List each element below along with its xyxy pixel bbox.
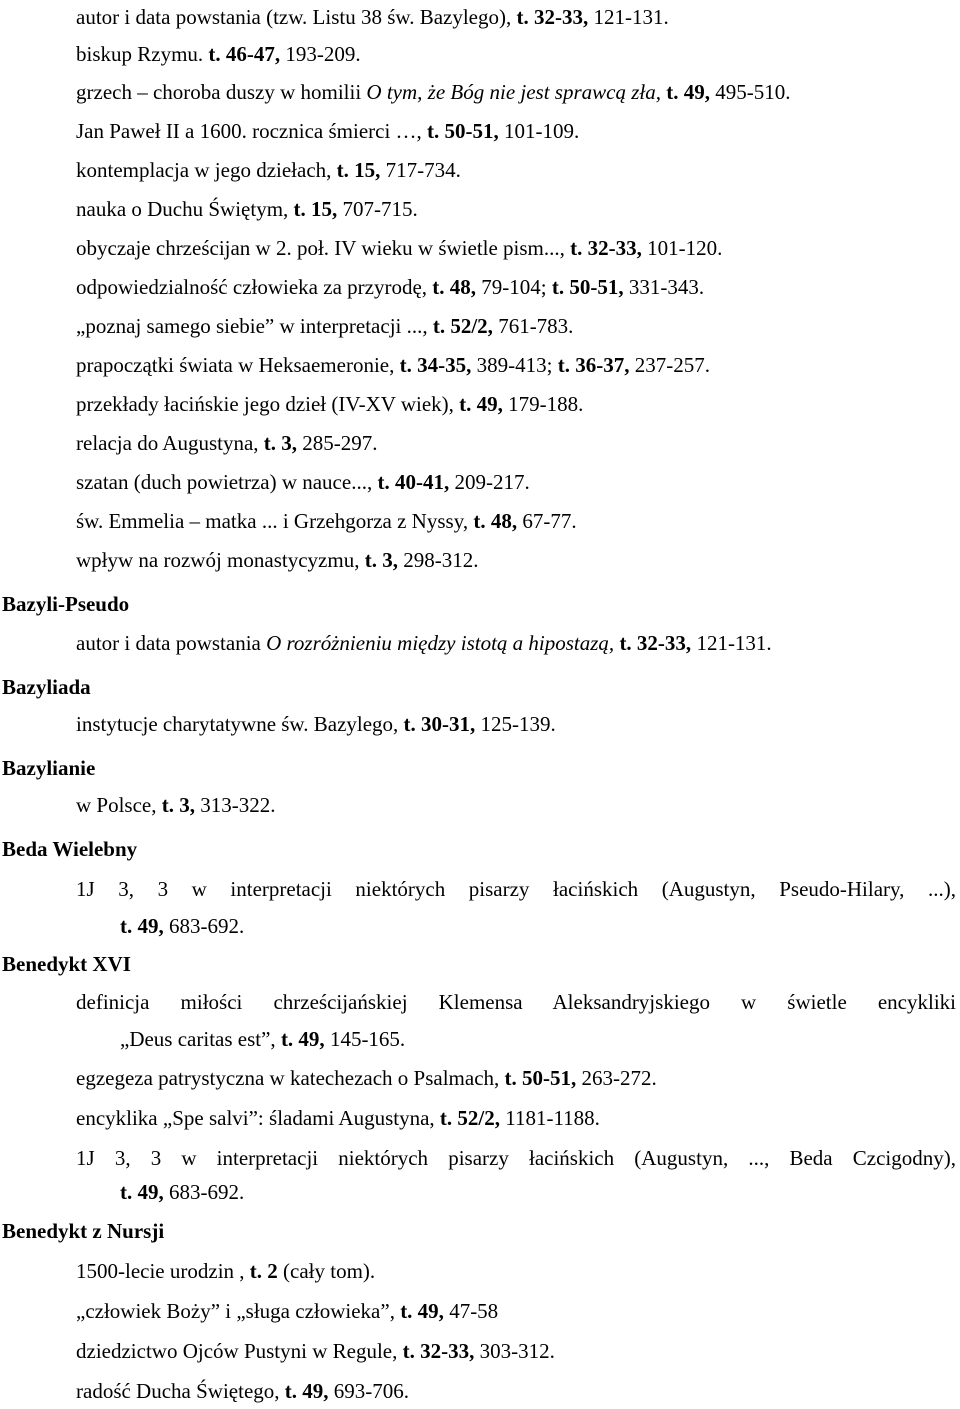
index-entry-continuation: t. 49, 683-692. [120,1180,245,1204]
index-entry-continuation: „Deus caritas est”, t. 49, 145-165. [120,1027,406,1051]
index-entry: „człowiek Boży” i „sługa człowieka”, t. 49, 47-58 [76,1299,499,1323]
index-entry: radość Ducha Świętego, t. 49, 693-706. [76,1379,410,1403]
index-entry: biskup Rzymu. t. 46-47, 193-209. [76,42,361,66]
index-heading: Benedykt XVI [2,952,131,976]
index-entry-continuation: t. 49, 683-692. [120,914,245,938]
index-heading: Bazylianie [2,756,96,780]
index-entry: „poznaj samego siebie” w interpretacji ..., t. 52/2, 761-783. [76,314,574,338]
index-entry: 1J 3, 3 w interpretacji niektórych pisarzy łacińskich (Augustyn, Pseudo-Hilary, ...), [76,877,956,901]
index-entry: przekłady łacińskie jego dzieł (IV-XV wiek), t. 49, 179-188. [76,392,584,416]
index-entry: św. Emmelia – matka ... i Grzehgorza z Nyssy, t. 48, 67-77. [76,509,577,533]
index-entry: relacja do Augustyna, t. 3, 285-297. [76,431,378,455]
index-entry: encyklika „Spe salvi”: śladami Augustyna, t. 52/2, 1181-1188. [76,1106,600,1130]
index-heading: Bazyli-Pseudo [2,592,130,616]
index-entry: dziedzictwo Ojców Pustyni w Regule, t. 32-33, 303-312. [76,1339,555,1363]
index-entry: 1J 3, 3 w interpretacji niektórych pisarzy łacińskich (Augustyn, ..., Beda Czcigodny), [76,1146,956,1170]
index-entry: autor i data powstania (tzw. Listu 38 św. Bazylego), t. 32-33, 121-131. [76,5,669,29]
index-entry: odpowiedzialność człowieka za przyrodę, t. 48, 79-104; t. 50-51, 331-343. [76,275,705,299]
index-entry: 1500-lecie urodzin , t. 2 (cały tom). [76,1259,376,1283]
index-entry: obyczaje chrześcijan w 2. poł. IV wieku w świetle pism..., t. 32-33, 101-120. [76,236,723,260]
index-entry: kontemplacja w jego dziełach, t. 15, 717-734. [76,158,461,182]
index-entry: instytucje charytatywne św. Bazylego, t. 30-31, 125-139. [76,712,556,736]
index-entry: definicja miłości chrześcijańskiej Klemensa Aleksandryjskiego w świetle encykliki [76,990,956,1014]
index-entry: egzegeza patrystyczna w katechezach o Psalmach, t. 50-51, 263-272. [76,1066,657,1090]
index-entry: w Polsce, t. 3, 313-322. [76,793,276,817]
index-entry: autor i data powstania O rozróżnieniu między istotą a hipostazą, t. 32-33, 121-131. [76,631,772,655]
index-entry: prapoczątki świata w Heksaemeronie, t. 34-35, 389-413; t. 36-37, 237-257. [76,353,710,377]
index-entry: wpływ na rozwój monastycyzmu, t. 3, 298-312. [76,548,479,572]
index-heading: Beda Wielebny [2,837,138,861]
index-heading: Bazyliada [2,675,91,699]
index-entry: szatan (duch powietrza) w nauce..., t. 40-41, 209-217. [76,470,530,494]
index-entry: nauka o Duchu Świętym, t. 15, 707-715. [76,197,418,221]
index-entry: grzech – choroba duszy w homilii O tym, że Bóg nie jest sprawcą zła, t. 49, 495-510. [76,80,791,104]
index-heading: Benedykt z Nursji [2,1219,165,1243]
index-entry: Jan Paweł II a 1600. rocznica śmierci …, t. 50-51, 101-109. [76,119,580,143]
